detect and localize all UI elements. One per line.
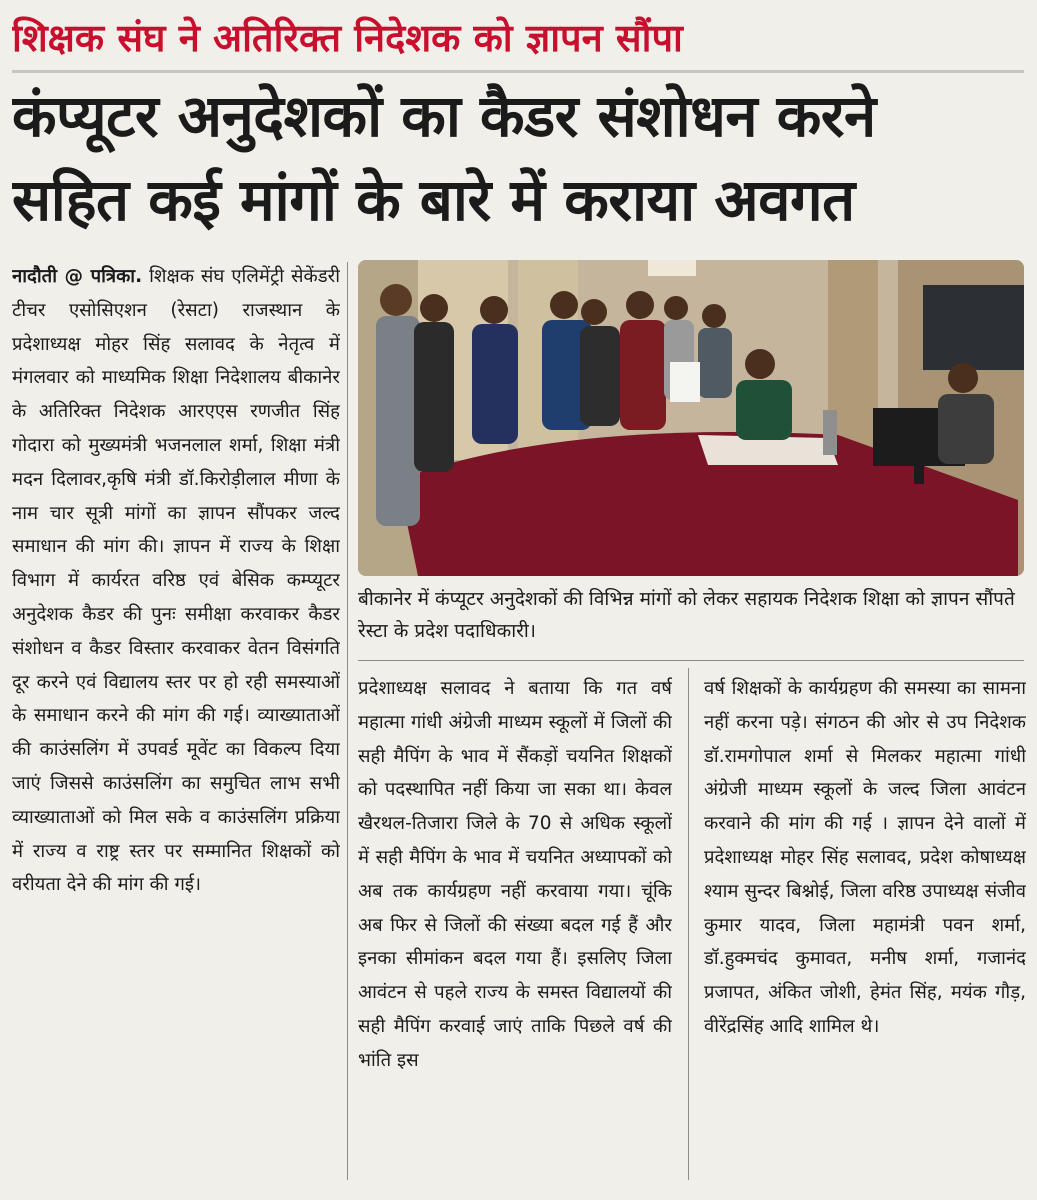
headline-rule	[12, 70, 1024, 73]
column-3-text: वर्ष शिक्षकों के कार्यग्रहण की समस्या का सामना नहीं करना पड़े। संगठन की ओर से उप निदेशक डॉ.रामगोपाल शर्मा से मिलकर महात्मा गांधी अंग्रेजी माध्यम स्कूलों के जल्द जिला आवंटन करवाने की मांग की गई । ज्ञापन देने वालों में प्रदेशाध्यक्ष मोहर सिंह सलावद, प्रदेश कोषाध्यक्ष श्याम सुन्दर बिश्नोई, जिला वरिष्ठ उपाध्यक्ष संजीव कुमार यादव, जिला महामंत्री पवन शर्मा, डॉ.हुक्मचंद कुमावत, मनीष शर्मा, गजानंद प्रजापत, अंकित जोशी, हेमंत सिंह, मयंक गौड़, वीरेंद्रसिंह आदि शामिल थे।	[704, 678, 1026, 1037]
article-column-2	[358, 672, 672, 1182]
page-bottom-edge	[0, 1184, 1037, 1200]
headline-line-2: सहित कई मांगों के बारे में कराया अवगत	[12, 166, 855, 234]
column-2-text: प्रदेशाध्यक्ष सलावद ने बताया कि गत वर्ष महात्मा गांधी अंग्रेजी माध्यम स्कूलों में जिलों की सही मैपिंग के भाव में सैंकड़ों चयनित शिक्षकों को पदस्थापित नहीं किया जा सका था। केवल खैरथल-तिजारा जिले के 70 से अधिक स्कूलों में सही मैपिंग के भाव में चयनित अध्यापकों को अब तक कार्यग्रहण नहीं करवाया गया। चूंकि अब फिर से जिलों की संख्या बदल गई हैं और इनका सीमांकन बदल गया हैं। इसलिए जिला आवंटन से पहले राज्य के समस्त विद्यालयों की सही मैपिंग करवाई जाएं ताकि पिछले वर्ष की भांति इस	[358, 678, 672, 1071]
article-column-1	[12, 260, 340, 1180]
headline-line-1: कंप्यूटर अनुदेशकों का कैडर संशोधन करने	[12, 82, 876, 150]
kicker-headline: शिक्षक संघ ने अतिरिक्त निदेशक को ज्ञापन सौंपा	[12, 16, 683, 60]
column-divider-1	[347, 262, 348, 1180]
photo-illustration	[358, 260, 1024, 576]
news-photo	[358, 260, 1024, 576]
article-column-3	[704, 672, 1026, 1182]
main-headline	[12, 74, 1024, 242]
column-1-text: शिक्षक संघ एलिमेंट्री सेकेंडरी टीचर एसोसिएशन (रेसटा) राजस्थान के प्रदेशाध्यक्ष मोहर सिंह सलावद के नेतृत्व में मंगलवार को माध्यमिक शिक्षा निदेशालय बीकानेर के अतिरिक्त निदेशक आरएएस रणजीत सिंह गोदारा को मुख्यमंत्री भजनलाल शर्मा, शिक्षा मंत्री मदन दिलावर,कृषि मंत्री डॉ.किरोड़ीलाल मीणा के नाम चार सूत्री मांगों का ज्ञापन सौंपकर जल्द समाधान की मांग की। ज्ञापन में राज्य के शिक्षा विभाग में कार्यरत वरिष्ठ एवं बेसिक कम्प्यूटर अनुदेशक कैडर की पुनः समीक्षा करवाकर कैडर संशोधन व कैडर विस्तार करवाकर वेतन विसंगति दूर करने एवं विद्यालय स्तर पर हो रही समस्याओं के समाधान करने की मांग की गई। व्याख्याताओं की काउंसलिंग में उपवर्ड मूवेंट का विकल्प दिया जाएं जिससे काउंसलिंग का समुचित लाभ सभी व्याख्याताओं को मिल सके व काउंसलिंग प्रक्रिया में राज्य व राष्ट्र स्तर पर सम्मानित शिक्षकों को वरीयता देने की मांग की गई।	[12, 266, 340, 896]
dateline: नादौती @ पत्रिका.	[12, 266, 143, 287]
column-divider-2	[688, 668, 689, 1180]
caption-rule	[358, 660, 1024, 661]
photo-caption: बीकानेर में कंप्यूटर अनुदेशकों की विभिन्न मांगों को लेकर सहायक निदेशक शिक्षा को ज्ञापन सौंपते रेस्टा के प्रदेश पदाधिकारी।	[358, 588, 1015, 642]
